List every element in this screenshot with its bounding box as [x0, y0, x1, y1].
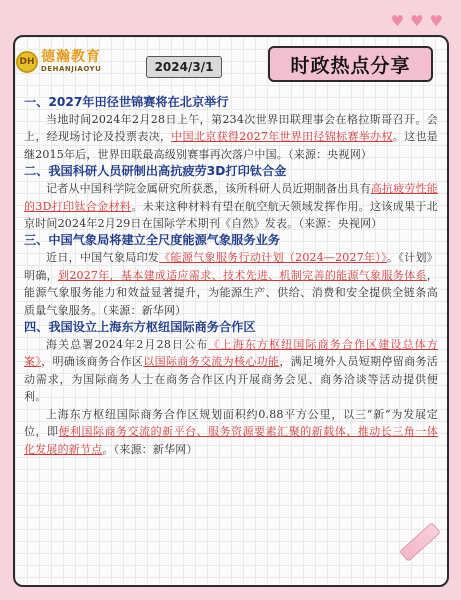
section-paragraph: 海关总署2024年2月28日公布《上海东方枢纽国际商务合作区建设总体方案》，明确该商务合作区以国际商务交流为核心功能，满足境外人员短期停留商务活动需求，为国际商务人士在商务合作区内开展商务会见、商务洽谈等活动提供便利。 [24, 338, 438, 404]
section-paragraph: 上海东方枢纽国际商务合作区规划面积约0.88平方公里，以三“新”为发展定位，即便利国际商务交流的新平台、服务资源要素汇聚的新载体、推动长三角一体化发展的新节点。（来源：新华网） [24, 407, 438, 456]
logo-badge-icon: DH [16, 51, 38, 73]
highlight-text: 中国北京获得2027年世界田径锦标赛举办权 [171, 130, 393, 144]
section-heading: 三、中国气象局将建立全尺度能源气象服务业务 [24, 233, 280, 248]
section-paragraph: 近日，中国气象局印发《能源气象服务行动计划（2024—2027年）》。《计划》明确，到2027年，基本建成适应需求、技术先进、机制完善的能源气象服务体系，能源气象服务能力和效益显著提升，为能源生产、供给、消费和安全提供全链条高质量气象服务。（来源：新华网） [24, 251, 438, 317]
brand-name-en: DEHANJIAOYU [41, 65, 102, 73]
article-body [24, 94, 438, 458]
section-heading: 一、2027年田径世锦赛将在北京举行 [24, 95, 229, 109]
highlight-text: 便利国际商务交流的新平台、服务资源要素汇聚的新载体、推动长三角一体化发展的新节点 [24, 425, 438, 456]
news-section-3 [24, 232, 438, 319]
hearts-decoration [391, 14, 443, 29]
brand-name-cn: 德瀚教育 [41, 49, 101, 65]
section-heading: 二、我国科研人员研制出高抗疲劳3D打印钛合金 [24, 164, 287, 179]
news-section-2 [24, 163, 438, 232]
heart-icon: ♥ [410, 12, 424, 30]
heart-icon: ♥ [390, 12, 405, 30]
page-title: 时政热点分享 [268, 46, 433, 82]
highlight-text: 以国际商务交流为核心功能 [143, 355, 280, 369]
news-section-4 [24, 319, 438, 458]
date-badge: 2024/3/1 [146, 56, 222, 78]
highlight-text: 《能源气象服务行动计划（2024—2027年）》 [159, 251, 387, 265]
section-paragraph: 记者从中国科学院金属研究所获悉，该所科研人员近期制备出具有高抗疲劳性能的3D打印钛合金材料。未来这种材料有望在航空航天领域发挥作用。这该成果于北京时间2024年2月29日在国际学术期刊《自然》发表。（来源：央视网） [24, 182, 439, 231]
highlight-text: 《上海东方枢纽国际商务合作区建设总体方案》 [24, 338, 438, 369]
heart-icon: ♥ [429, 12, 443, 30]
section-heading: 四、我国设立上海东方枢纽国际商务合作区 [24, 320, 256, 335]
highlight-text: 到2027年，基本建成适应需求、技术先进、机制完善的能源气象服务体系 [58, 268, 427, 282]
brand-logo [16, 50, 101, 73]
highlight-text: 高抗疲劳性能的3D打印钛合金材料 [24, 182, 439, 213]
news-section-1 [24, 94, 438, 163]
section-paragraph: 当地时间2024年2月28日上午，第234次世界田联理事会在格拉斯哥召开。会上，经现场讨论及投票表决，中国北京获得2027年世界田径锦标赛举办权。这也是继2015年后，世界田联最高级别赛事再次落户中国。（来源：央视网） [24, 113, 438, 161]
